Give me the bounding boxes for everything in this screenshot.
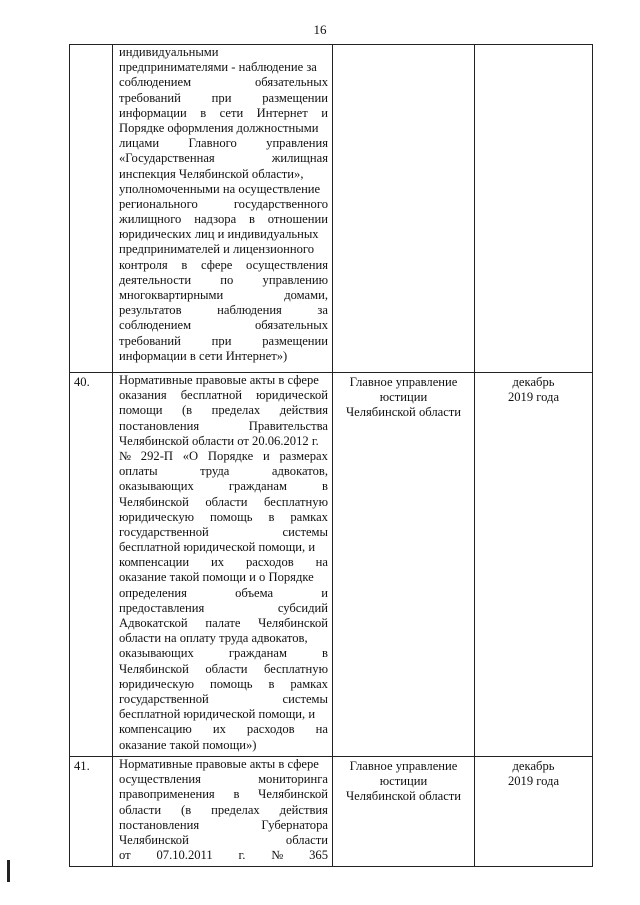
responsible-organization xyxy=(333,373,475,757)
description-line: Нормативные правовые акты в сфере xyxy=(119,757,319,771)
description-line: информации в сети Интернет») xyxy=(119,348,288,363)
description-line: предпринимателей и лицензионного xyxy=(119,242,315,257)
description-line: № 292-П «О Порядке и размерах xyxy=(119,448,328,463)
act-description xyxy=(113,373,333,757)
description-line: требований при размещении xyxy=(119,90,328,105)
description-line: правоприменения в Челябинской xyxy=(119,787,328,802)
organization-line: юстиции xyxy=(379,774,428,789)
description-line: деятельности по управлению xyxy=(119,272,328,287)
description-line: инспекция Челябинской области», xyxy=(119,166,304,181)
description-line: «Государственная жилищная xyxy=(119,151,328,166)
deadline-line: 2019 года xyxy=(507,774,560,789)
description-line: лицами Главного управления xyxy=(119,136,328,151)
description-line: жилищного надзора в отношении xyxy=(119,212,328,227)
plan-table xyxy=(69,44,593,867)
description-line: индивидуальными xyxy=(119,45,219,59)
description-line: результатов наблюдения за xyxy=(119,303,328,318)
deadline-line: декабрь xyxy=(512,759,555,773)
description-line: информации в сети Интернет и xyxy=(119,105,328,120)
organization-line: юстиции xyxy=(379,390,428,405)
description-line: регионального государственного xyxy=(119,196,328,211)
description-line: области на оплату труда адвокатов, xyxy=(119,631,308,646)
description-line: уполномоченными на осуществление xyxy=(119,181,321,196)
description-line: оказывающих гражданам в xyxy=(119,479,328,494)
deadline xyxy=(475,45,593,373)
description-line: соблюдением обязательных xyxy=(119,318,328,333)
deadline-line: декабрь xyxy=(512,375,555,389)
description-line: многоквартирными домами, xyxy=(119,288,328,302)
scan-edge-mark xyxy=(7,860,10,882)
description-line: соблюдением обязательных xyxy=(119,75,328,90)
description-line: бесплатной юридической помощи, и xyxy=(119,707,316,722)
description-line: компенсацию их расходов на xyxy=(119,722,328,737)
deadline xyxy=(475,373,593,757)
description-line: требований при размещении xyxy=(119,333,328,348)
description-line: осуществления мониторинга xyxy=(119,772,328,787)
description-line: юридическую помощь в рамках xyxy=(119,509,328,524)
description-line: юридическую помощь в рамках xyxy=(119,676,328,691)
deadline-line: 2019 года xyxy=(507,390,560,405)
organization-line: Главное управление xyxy=(349,375,458,389)
act-description xyxy=(113,45,333,373)
row-number: 40. xyxy=(70,373,113,757)
description-line: Адвокатской палате Челябинской xyxy=(119,616,328,630)
organization-line: Челябинской области xyxy=(345,789,462,804)
description-line: контроля в сфере осуществления xyxy=(119,257,328,272)
description-line: Челябинской области xyxy=(119,832,328,847)
description-line: государственной системы xyxy=(119,691,328,706)
description-line: бесплатной юридической помощи, и xyxy=(119,540,316,555)
description-line: оказания бесплатной юридической xyxy=(119,388,328,403)
description-line: предоставления субсидий xyxy=(119,600,328,615)
description-line: Нормативные правовые акты в сфере xyxy=(119,373,319,387)
description-line: Челябинской области бесплатную xyxy=(119,661,328,676)
table-row xyxy=(70,373,593,757)
row-number xyxy=(70,45,113,373)
description-line: области (в пределах действия xyxy=(119,802,328,817)
organization-line: Челябинской области xyxy=(345,405,462,420)
responsible-organization xyxy=(333,757,475,867)
table-row xyxy=(70,757,593,867)
description-line: Челябинской области бесплатную xyxy=(119,494,328,509)
organization-line: Главное управление xyxy=(349,759,458,773)
description-line: постановления Губернатора xyxy=(119,817,328,832)
description-line: оказание такой помощи») xyxy=(119,737,257,752)
description-line: оплаты труда адвокатов, xyxy=(119,464,328,479)
description-line: оказывающих гражданам в xyxy=(119,646,328,661)
row-number: 41. xyxy=(70,757,113,867)
deadline xyxy=(475,757,593,867)
table-row xyxy=(70,45,593,373)
description-line: помощи (в пределах действия xyxy=(119,403,328,418)
page-number: 16 xyxy=(313,22,327,37)
description-line: Челябинской области от 20.06.2012 г. xyxy=(119,433,319,448)
responsible-organization xyxy=(333,45,475,373)
description-line: Порядке оформления должностными xyxy=(119,120,319,135)
act-description xyxy=(113,757,333,867)
description-line: государственной системы xyxy=(119,524,328,539)
description-line: от 07.10.2011 г. № 365 xyxy=(119,848,328,863)
description-line: постановления Правительства xyxy=(119,418,328,433)
description-line: оказание такой помощи и о Порядке xyxy=(119,570,314,585)
description-line: предпринимателями - наблюдение за xyxy=(119,60,317,75)
description-line: компенсации их расходов на xyxy=(119,555,328,570)
description-line: юридических лиц и индивидуальных xyxy=(119,227,319,242)
description-line: определения объема и xyxy=(119,585,328,600)
